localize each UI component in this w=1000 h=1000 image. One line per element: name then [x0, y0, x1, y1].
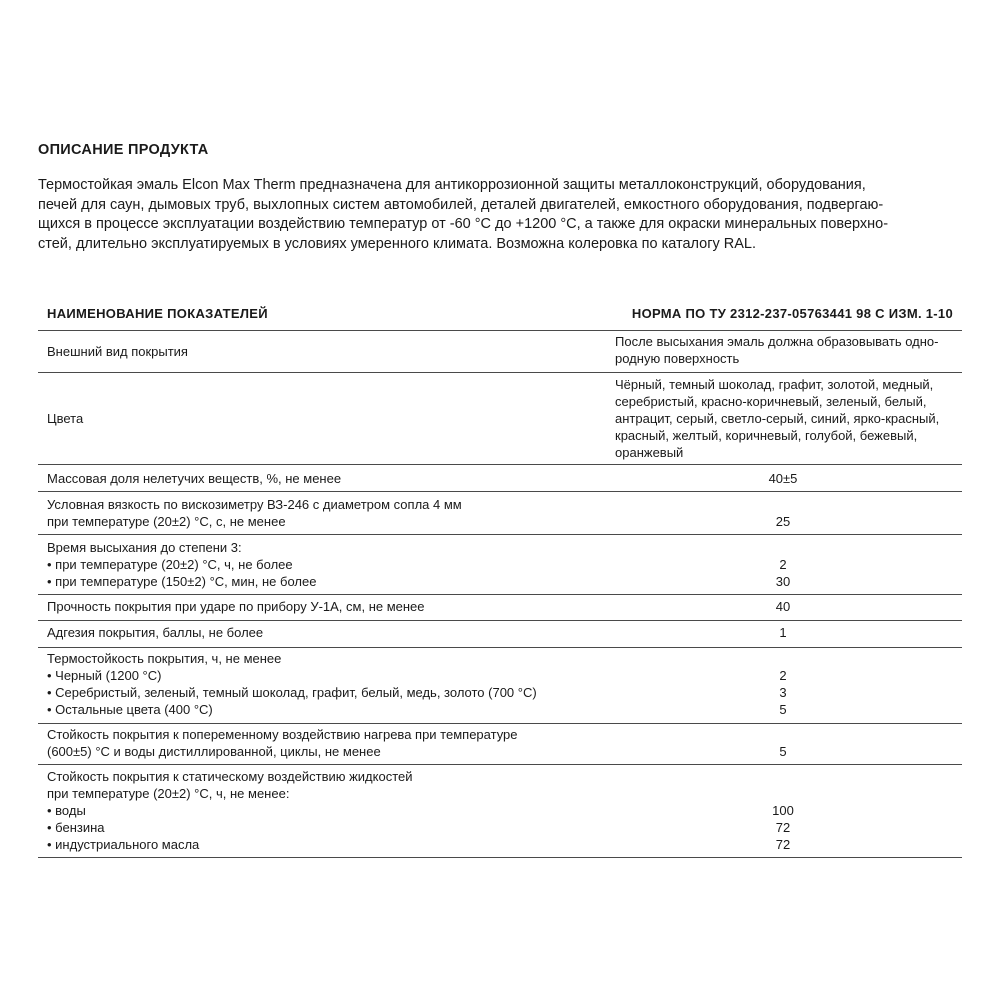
row-value	[738, 513, 828, 530]
table-divider	[38, 857, 962, 858]
value-line: 72	[775, 820, 791, 835]
value-line: 25	[775, 514, 791, 529]
label-line: • воды	[47, 803, 86, 818]
value-line: красный, желтый, коричневый, голубой, бежевый,	[615, 428, 918, 443]
row-value	[738, 470, 828, 487]
label-line: Внешний вид покрытия	[47, 344, 188, 359]
label-line: (600±5) °С и воды дистиллированной, циклы, не менее	[47, 744, 381, 759]
row-label	[47, 539, 316, 590]
row-label	[47, 410, 83, 427]
description-line: Термостойкая эмаль Elcon Max Therm предназначена для антикоррозионной защиты металлоконструкций, оборудования,	[38, 177, 866, 193]
row-label	[47, 650, 537, 718]
table-row	[38, 465, 962, 491]
value-line: 72	[775, 837, 791, 852]
product-description	[38, 176, 973, 254]
table-row	[38, 648, 962, 723]
table-row	[38, 621, 962, 647]
description-line: стей, длительно эксплуатируемых в условиях умеренного климата. Возможна колеровка по каталогу RAL.	[38, 235, 757, 252]
table-row	[38, 492, 962, 534]
table-row	[38, 724, 962, 764]
label-line: Время высыхания до степени 3:	[47, 540, 242, 555]
row-value	[615, 376, 939, 461]
value-line: 2	[779, 668, 787, 683]
table-row	[38, 765, 962, 857]
label-line: Цвета	[47, 411, 84, 426]
row-label	[47, 768, 413, 853]
value-line: 40	[775, 599, 791, 614]
row-value	[738, 743, 828, 760]
value-line: антрацит, серый, светло-серый, синий, ярко-красный,	[615, 411, 940, 426]
label-line: Стойкость покрытия к статическому воздействию жидкостей	[47, 769, 413, 784]
label-line: Массовая доля нелетучих веществ, %, не менее	[47, 471, 342, 486]
label-line: • Серебристый, зеленый, темный шоколад, графит, белый, медь, золото (700 °С)	[47, 685, 537, 700]
value-line: 30	[775, 574, 791, 589]
table-row	[38, 595, 962, 620]
row-value	[738, 624, 828, 641]
row-label	[47, 598, 425, 615]
label-line: Термостойкость покрытия, ч, не менее	[47, 651, 282, 666]
row-label	[47, 470, 341, 487]
row-label	[47, 624, 263, 641]
table-row	[38, 535, 962, 594]
label-line: Прочность покрытия при ударе по прибору У-1А, см, не менее	[47, 599, 425, 614]
value-line: После высыхания эмаль должна образовывать одно-	[615, 334, 939, 349]
table-row	[38, 373, 962, 464]
description-line: печей для саун, дымовых труб, выхлопных систем автомобилей, деталей двигателей, емкостного оборудования, подвергаю-	[38, 196, 884, 213]
header-norm: НОРМА ПО ТУ 2312-237-05763441 98 С ИЗМ. 1-10	[631, 306, 953, 321]
row-value	[615, 333, 938, 367]
label-line: Стойкость покрытия к попеременному воздействию нагрева при температуре	[47, 727, 518, 742]
header-indicators: НАИМЕНОВАНИЕ ПОКАЗАТЕЛЕЙ	[47, 306, 268, 321]
value-line: 2	[779, 557, 787, 572]
label-line: • при температуре (150±2) °С, мин, не более	[47, 574, 317, 589]
label-line: • индустриального масла	[47, 837, 200, 852]
row-value	[738, 556, 828, 590]
label-line: • Остальные цвета (400 °С)	[47, 702, 213, 717]
label-line: при температуре (20±2) °С, с, не менее	[47, 514, 286, 529]
value-line: оранжевый	[615, 445, 684, 460]
row-label	[47, 726, 518, 760]
value-line: 100	[772, 803, 794, 818]
row-value	[738, 667, 828, 718]
value-line: серебристый, красно-коричневый, зеленый, белый,	[615, 394, 927, 409]
value-line: 3	[779, 685, 787, 700]
value-line: 40±5	[768, 471, 798, 486]
row-value	[738, 598, 828, 615]
row-value	[738, 802, 828, 853]
label-line: • при температуре (20±2) °С, ч, не более	[47, 557, 293, 572]
row-label	[47, 343, 188, 360]
description-line: щихся в процессе эксплуатации воздействию температур от -60 °С до +1200 °С, а также для окраски минеральных поверхно-	[38, 216, 889, 232]
value-line: 1	[779, 625, 787, 640]
value-line: Чёрный, темный шоколад, графит, золотой, медный,	[615, 377, 934, 392]
value-line: 5	[779, 744, 787, 759]
row-label	[47, 496, 462, 530]
value-line: 5	[779, 702, 787, 717]
label-line: • Черный (1200 °С)	[47, 668, 162, 683]
label-line: • бензина	[47, 820, 105, 835]
section-title: ОПИСАНИЕ ПРОДУКТА	[38, 142, 209, 158]
label-line: Адгезия покрытия, баллы, не более	[47, 625, 264, 640]
table-row	[38, 331, 962, 372]
label-line: Условная вязкость по вискозиметру ВЗ-246 с диаметром сопла 4 мм	[47, 497, 462, 512]
label-line: при температуре (20±2) °С, ч, не менее:	[47, 786, 290, 801]
value-line: родную поверхность	[615, 351, 740, 366]
